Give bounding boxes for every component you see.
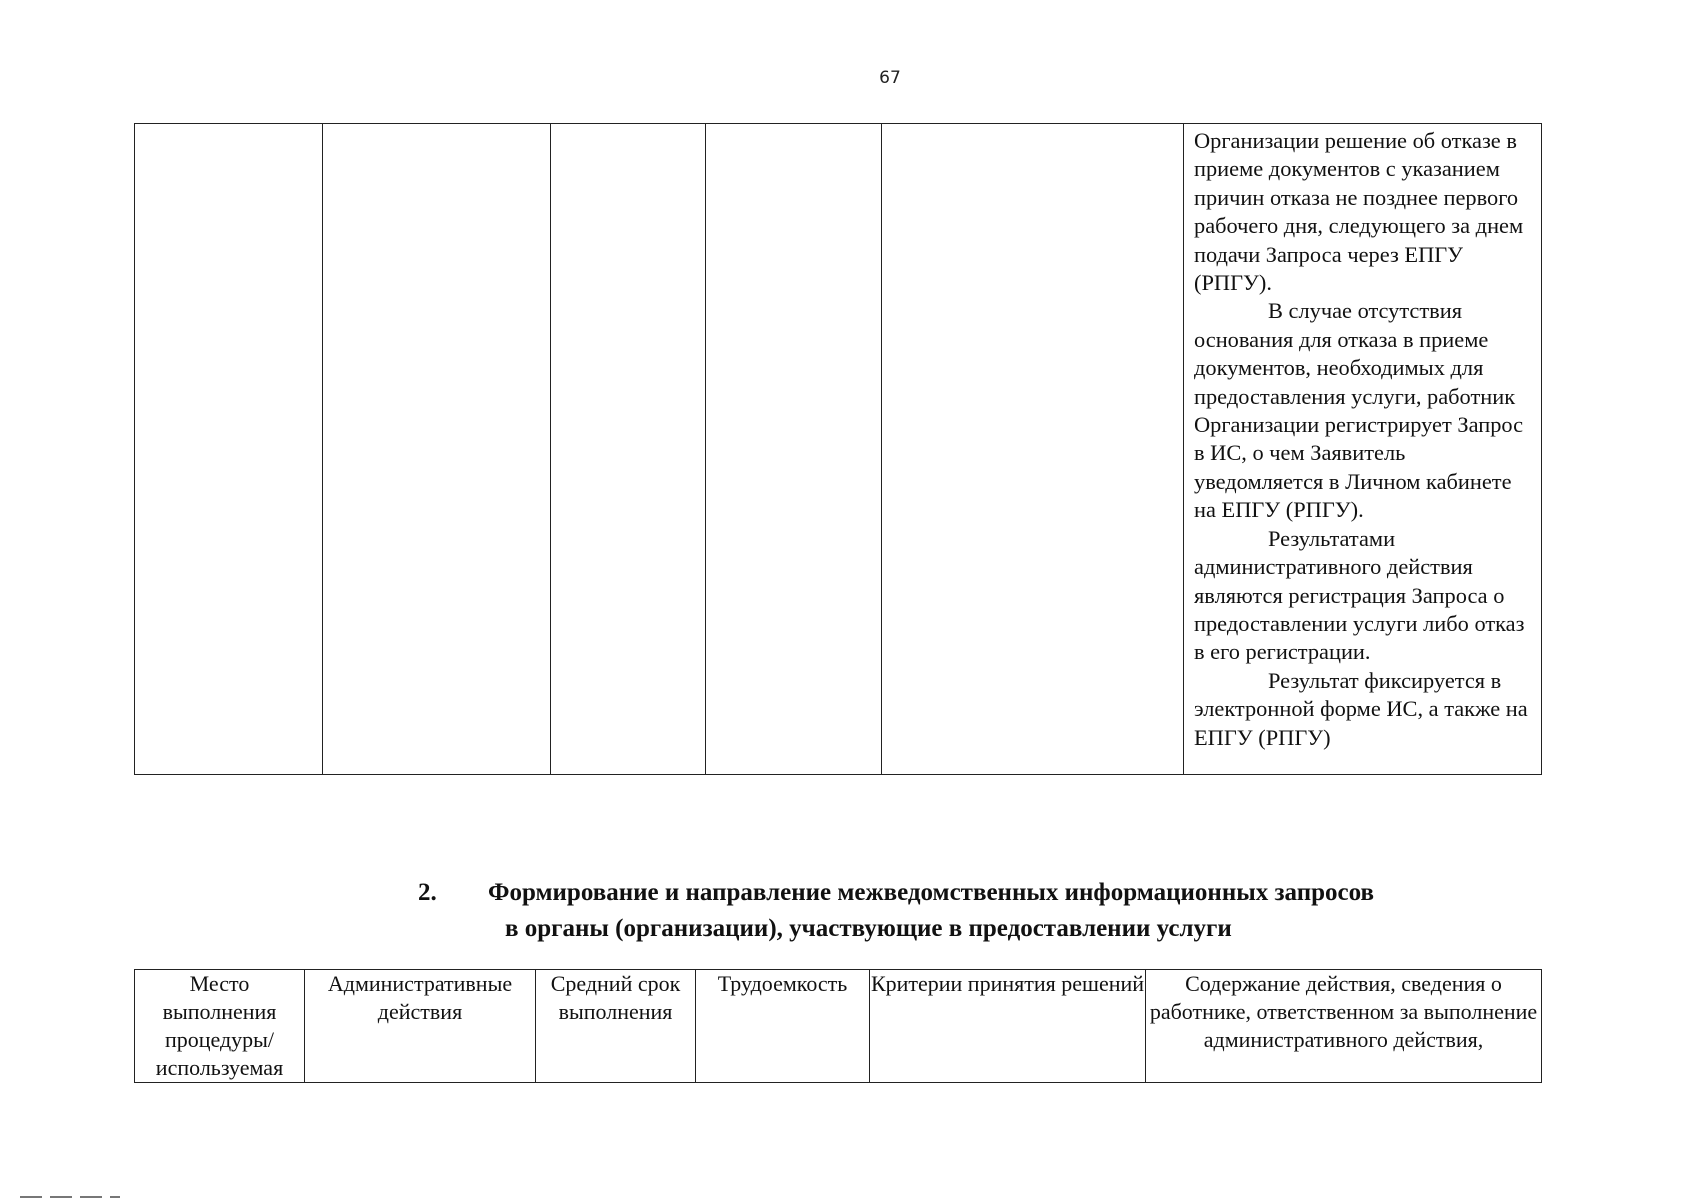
header-actions: Административные действия (305, 970, 536, 1083)
procedure-header-table (134, 969, 1542, 1083)
paragraph-registration: В случае отсутствия основания для отказа в приеме документов, необходимых для предоставления услуги, работник Организации регистрирует Запрос в ИС, о чем Заявитель уведомляется в Личном кабинете на ЕПГУ (РПГУ). (1194, 298, 1524, 523)
empty-cell-place (135, 124, 323, 775)
section-title-line2: в органы (организации), участвующие в предоставлении услуги (505, 915, 1232, 942)
header-term: Средний срок выполнения (536, 970, 696, 1083)
header-content: Содержание действия, сведения о работнике, ответственном за выполнение административного действия, (1146, 970, 1542, 1083)
page-number: 67 (879, 68, 901, 88)
procedure-table-continuation (134, 123, 1542, 775)
empty-cell-term (551, 124, 706, 775)
section-number: 2. (418, 879, 437, 906)
action-content-cell (1184, 124, 1542, 775)
header-place: Место выполнения процедуры/ используемая (135, 970, 305, 1083)
header-criteria: Критерии принятия решений (870, 970, 1146, 1083)
scan-artifact (20, 1196, 120, 1198)
header-labor: Трудоемкость (696, 970, 870, 1083)
paragraph-refusal: Организации решение об отказе в приеме документов с указанием причин отказа не позднее первого рабочего дня, следующего за днем подачи Запроса через ЕПГУ (РПГУ). (1194, 128, 1524, 296)
section-title-line1: Формирование и направление межведомственных информационных запросов (488, 879, 1374, 906)
empty-cell-labor (706, 124, 882, 775)
empty-cell-actions (323, 124, 551, 775)
paragraph-recording: Результат фиксируется в электронной форме ИС, а также на ЕПГУ (РПГУ) (1194, 667, 1528, 750)
empty-cell-criteria (882, 124, 1184, 775)
section-heading (400, 875, 1550, 947)
paragraph-results: Результатами административного действия являются регистрация Запроса о предоставлении услуги либо отказ в его регистрации. (1194, 525, 1525, 665)
